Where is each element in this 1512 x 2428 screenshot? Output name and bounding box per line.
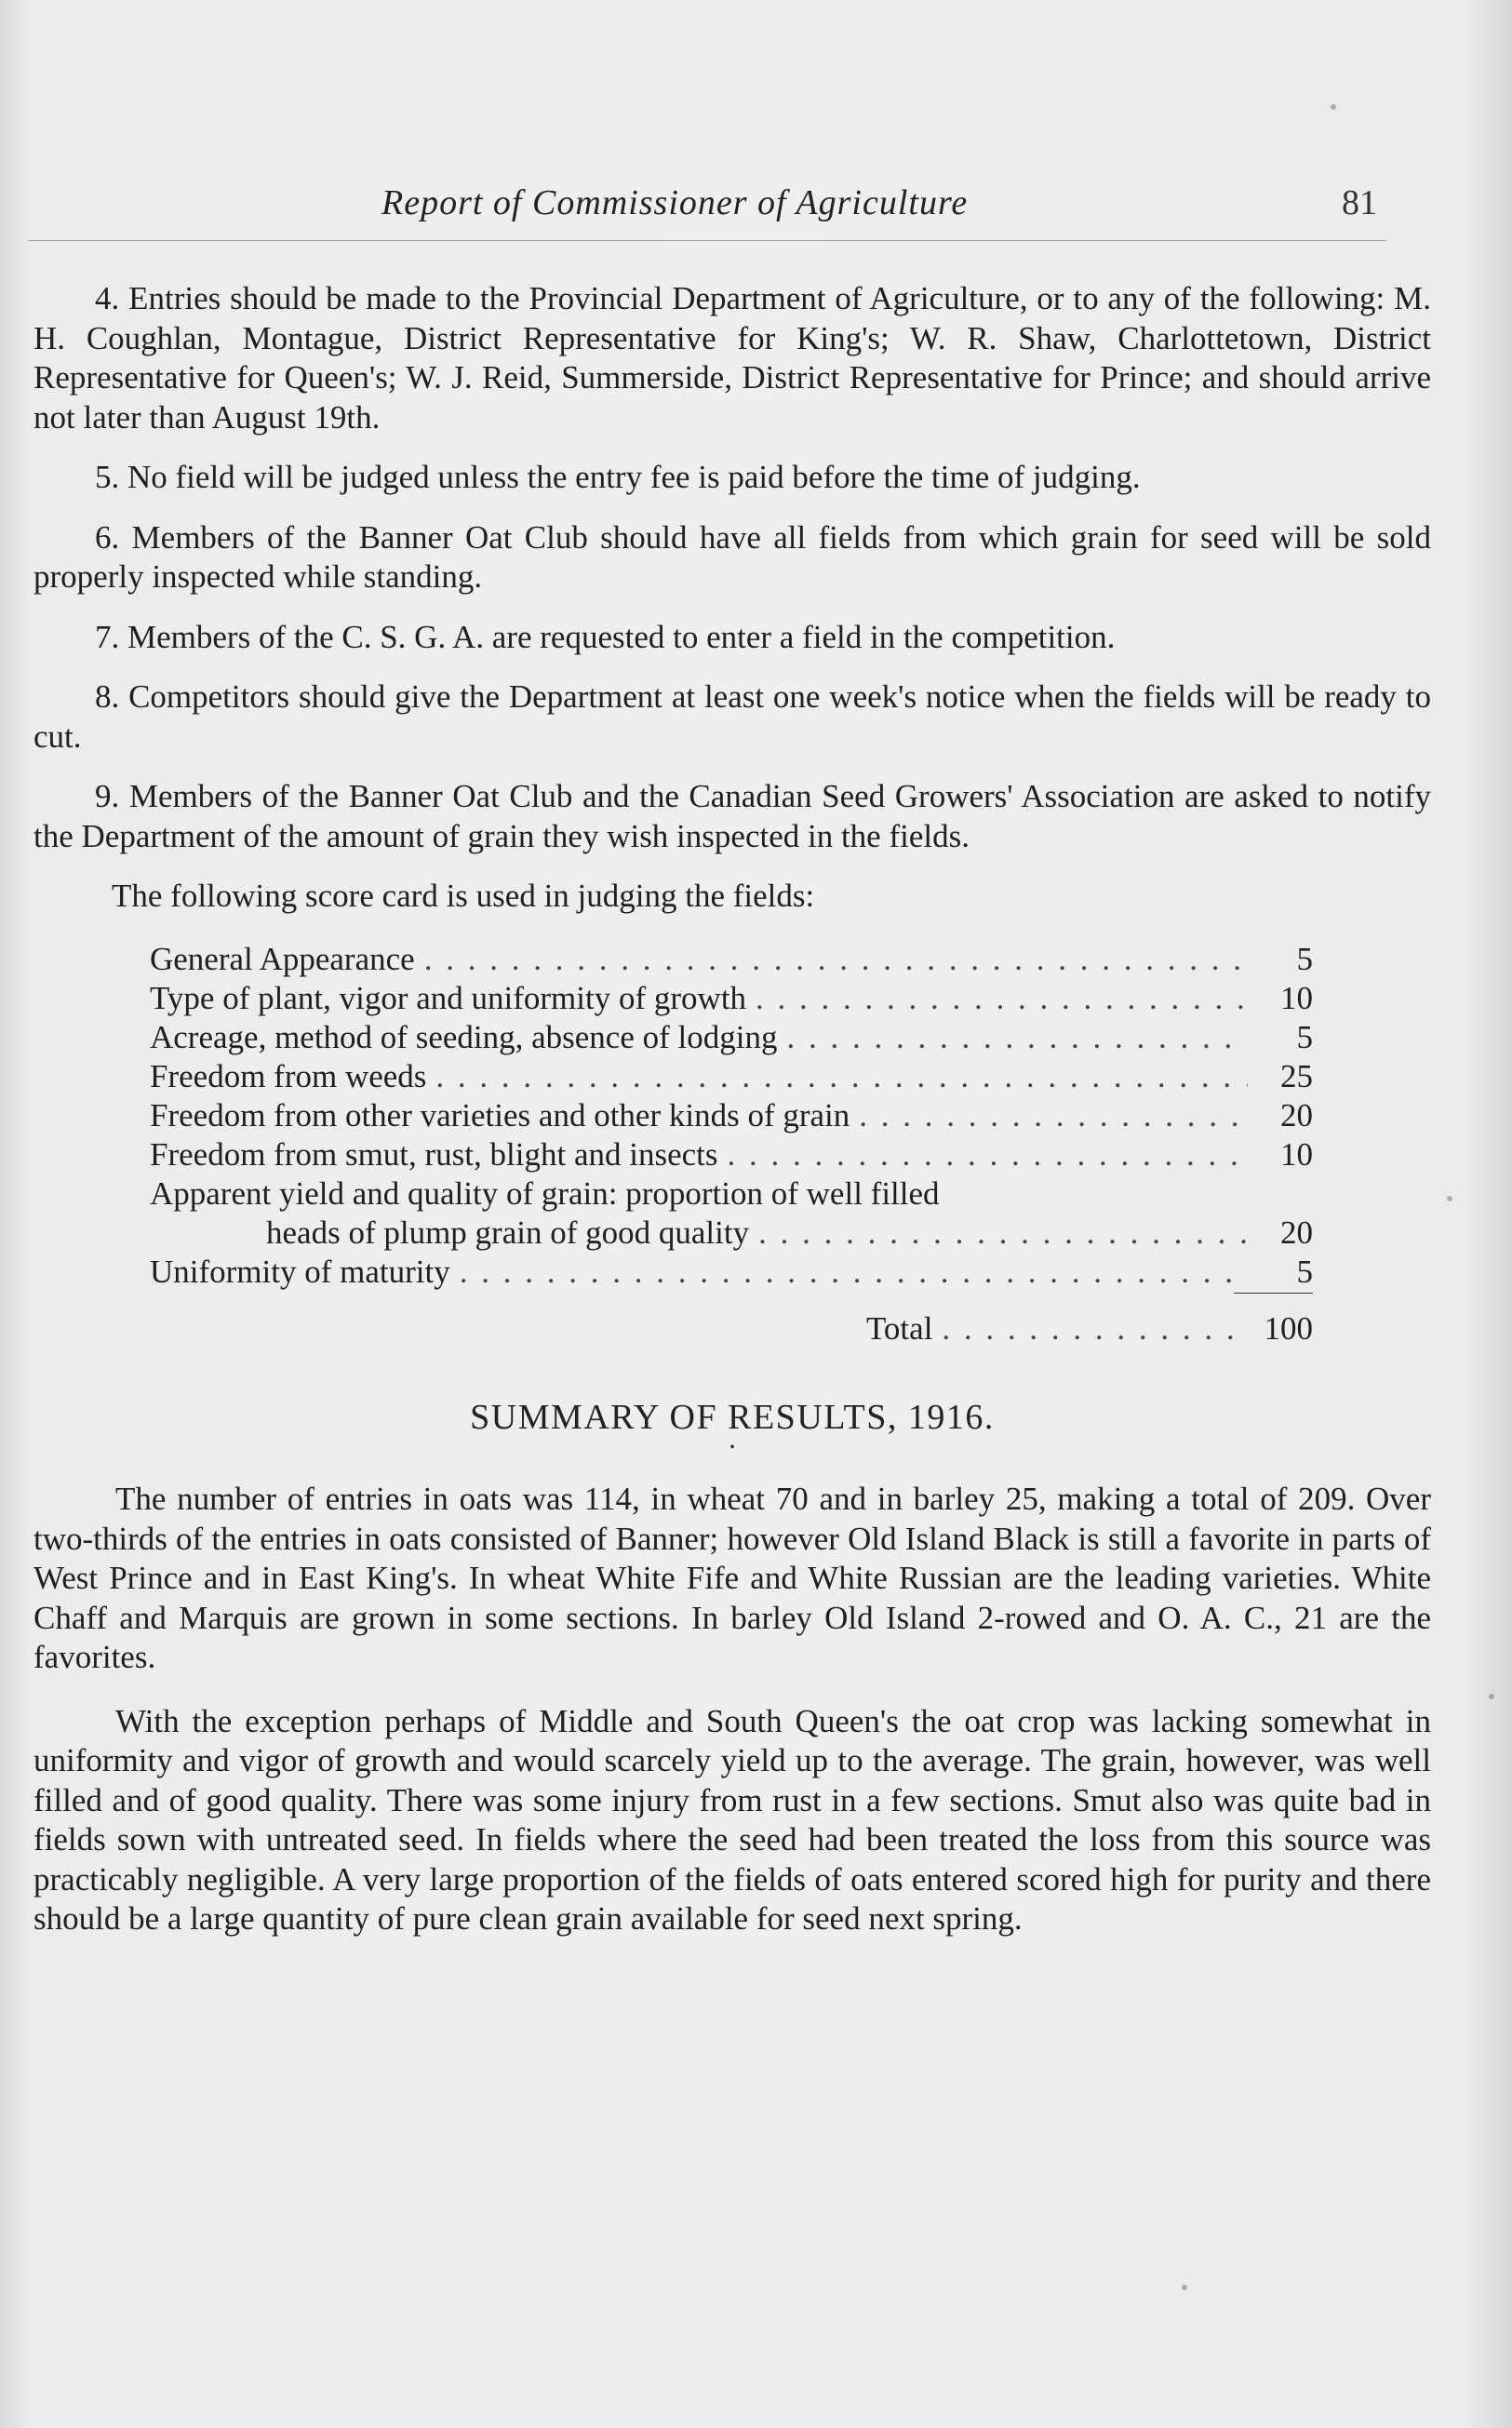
score-label: Apparent yield and quality of grain: proportion of well filled (150, 1175, 940, 1212)
leader-dots (787, 1018, 1249, 1058)
score-row (150, 1019, 1313, 1058)
score-row-multiline-first (150, 1175, 1313, 1214)
score-card-intro: The following score card is used in judging the fields: (112, 878, 815, 914)
leader-dots (727, 1135, 1248, 1175)
total-label: Total (866, 1310, 933, 1347)
score-label: Freedom from smut, rust, blight and insects (150, 1136, 718, 1173)
leader-dots (435, 1057, 1248, 1097)
print-speck (1331, 104, 1336, 110)
score-value: 5 (1296, 1019, 1313, 1055)
score-label: heads of plump grain of good quality (266, 1214, 750, 1251)
rule-paragraph-9: 9. Members of the Banner Oat Club and the Canadian Seed Growers' Association are asked to notify the Department of the amount of grain they wish inspected in the fields. (33, 778, 1431, 854)
score-row (150, 1058, 1313, 1097)
score-label: General Appearance (150, 941, 415, 977)
score-value: 5 (1296, 1254, 1313, 1290)
heading-bullet: • (729, 1440, 735, 1455)
score-label: Type of plant, vigor and uniformity of growth (150, 980, 747, 1016)
total-rule (1234, 1293, 1313, 1310)
score-row (150, 1097, 1313, 1136)
leader-dots (758, 1214, 1248, 1254)
running-head: Report of Commissioner of Agriculture (381, 183, 969, 222)
score-card-table (150, 941, 1313, 1349)
score-value: 10 (1280, 980, 1313, 1016)
score-row (150, 980, 1313, 1019)
page-number: 81 (1342, 183, 1377, 222)
score-row (150, 1254, 1313, 1293)
leader-dots (942, 1309, 1248, 1349)
header-rule (28, 240, 1386, 241)
leader-dots (460, 1253, 1248, 1293)
score-label: Acreage, method of seeding, absence of lodging (150, 1019, 778, 1055)
score-label: Uniformity of maturity (150, 1254, 450, 1290)
rule-paragraph-8: 8. Competitors should give the Department at least one week's notice when the fields will be ready to cut. (33, 678, 1431, 755)
score-value: 5 (1296, 941, 1313, 977)
score-row-multiline-second (150, 1214, 1313, 1254)
rule-paragraph-4: 4. Entries should be made to the Provincial Department of Agriculture, or to any of the following: M. H. Coughlan, Montague, District Representative for King's; W. R. Shaw, Charlottetown, District Representative for Queen's; W. J. Reid, Summerside, District Representative for Prince; and should arrive not later than August 19th. (33, 280, 1431, 436)
score-value: 10 (1280, 1136, 1313, 1173)
page-body (33, 279, 1431, 1964)
summary-paragraph: With the exception perhaps of Middle and South Queen's the oat crop was lacking somewhat in uniformity and vigor of growth and would scarcely yield up to the average. The grain, however, was well filled and of good quality. There was some injury from rust in a few sections. Smut also was quite bad in fields sown with untreated seed. In fields where the seed had been treated the loss from this source was practicably negligible. A very large proportion of the fields of oats entered scored high for purity and there should be a large quantity of pure clean grain available for seed next spring. (33, 1702, 1431, 1937)
print-speck (1447, 1196, 1452, 1201)
leader-dots (756, 979, 1248, 1019)
score-label: Freedom from other varieties and other kinds of grain (150, 1097, 850, 1134)
score-value: 20 (1280, 1214, 1313, 1251)
leader-dots (859, 1096, 1248, 1136)
section-heading: SUMMARY OF RESULTS, 1916. (470, 1397, 995, 1437)
total-value: 100 (1264, 1310, 1313, 1347)
total-row (866, 1310, 1313, 1349)
rule-paragraph-6: 6. Members of the Banner Oat Club should have all fields from which grain for seed will be sold properly inspected while standing. (33, 518, 1431, 595)
score-value: 20 (1280, 1097, 1313, 1134)
print-speck (1489, 1694, 1494, 1699)
score-label: Freedom from weeds (150, 1058, 427, 1094)
print-speck (1182, 2285, 1187, 2290)
rule-paragraph-7: 7. Members of the C. S. G. A. are requested to enter a field in the competition. (95, 618, 1116, 655)
summary-paragraph: The number of entries in oats was 114, in wheat 70 and in barley 25, making a total of 209. Over two-thirds of the entries in oats consisted of Banner; however Old Island Black is still a favorite in parts of West Prince and in East King's. In wheat White Fife and White Russian are the leading varieties. White Chaff and Marquis are grown in some sections. In barley Old Island 2-rowed and O. A. C., 21 are the favorites. (33, 1481, 1431, 1675)
rule-paragraph-5: 5. No field will be judged unless the entry fee is paid before the time of judging. (95, 459, 1141, 495)
leader-dots (424, 940, 1248, 980)
score-row (150, 1136, 1313, 1175)
score-value: 25 (1280, 1058, 1313, 1094)
score-row (150, 941, 1313, 980)
page-header (0, 182, 1512, 235)
